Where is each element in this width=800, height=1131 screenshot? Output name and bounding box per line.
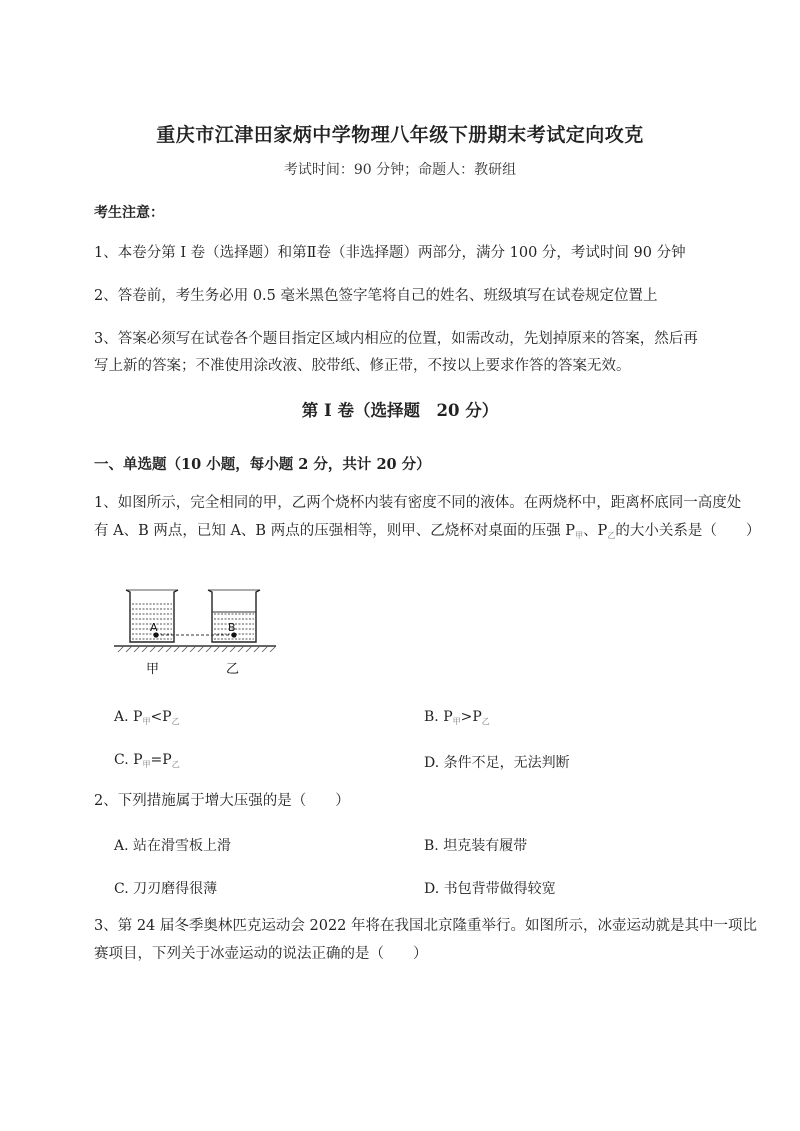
exam-info: 考试时间：90 分钟；命题人：教研组 xyxy=(283,162,517,178)
q1-option-a[interactable]: A. $P_甲<P_乙$ xyxy=(114,709,180,726)
page-title: 重庆市江津田家炳中学物理八年级下册期末考试定向攻克 xyxy=(156,124,644,146)
notice-item-2: 2、答卷前，考生务必用 0.5 毫米黑色签字笔将自己的姓名、班级填写在试卷规定位置上 xyxy=(94,288,658,304)
question-3-stem-line2: 赛项目，下列关于冰壶运动的说法正确的是（ ） xyxy=(94,946,428,962)
question-3-stem-line1: 3、第 24 届冬季奥林匹克运动会 2022 年将在我国北京隆重举行。如图所示，冰壶运动就是其中一项比 xyxy=(94,918,758,934)
beakers-figure xyxy=(112,582,282,682)
beakers-diagram xyxy=(112,582,282,682)
point-a-label: A xyxy=(150,621,158,634)
question-1-stem-line2: 有 A、B 两点，已知 A、B 两点的压强相等，则甲、乙烧杯对桌面的压强 $P_甲$、$P_乙$的大小关系是（ ） xyxy=(94,523,761,540)
q2-option-b[interactable]: B. 坦克装有履带 xyxy=(424,838,528,854)
q2-option-c[interactable]: C. 刀刃磨得很薄 xyxy=(114,881,218,897)
notice-item-3: 3、答案必须写在试卷各个题目指定区域内相应的位置，如需改动，先划掉原来的答案，然后再写上新的答案；不准使用涂改液、胶带纸、修正带，不按以上要求作答的答案无效。 xyxy=(94,331,698,374)
beaker-jia xyxy=(126,590,178,642)
q2-option-d[interactable]: D. 书包背带做得较宽 xyxy=(424,881,556,897)
part-heading: 一、单选题（10 小题，每小题 2 分，共计 20 分） xyxy=(94,456,431,473)
notice-item-1: 1、本卷分第 I 卷（选择题）和第Ⅱ卷（非选择题）两部分，满分 100 分，考试时间 90 分钟 xyxy=(94,245,686,261)
question-2-stem: 2、下列措施属于增大压强的是（ ） xyxy=(94,793,350,809)
notice-heading: 考生注意： xyxy=(94,205,164,221)
q1-option-c[interactable]: C. $P_甲=P_乙$ xyxy=(114,752,180,769)
q2-option-a[interactable]: A. 站在滑雪板上滑 xyxy=(114,838,232,854)
beaker-yi-label: 乙 xyxy=(226,662,240,677)
point-b-label: B xyxy=(228,621,236,634)
section-title: 第 I 卷（选择题 20 分） xyxy=(301,401,499,420)
question-1-stem-line1: 1、如图所示，完全相同的甲，乙两个烧杯内装有密度不同的液体。在两烧杯中，距离杯底同一高度处 xyxy=(94,495,742,511)
q1-option-d[interactable]: D. 条件不足，无法判断 xyxy=(424,755,570,771)
beaker-jia-label: 甲 xyxy=(146,662,160,677)
q1-option-b[interactable]: B. $P_甲>P_乙$ xyxy=(424,709,490,726)
